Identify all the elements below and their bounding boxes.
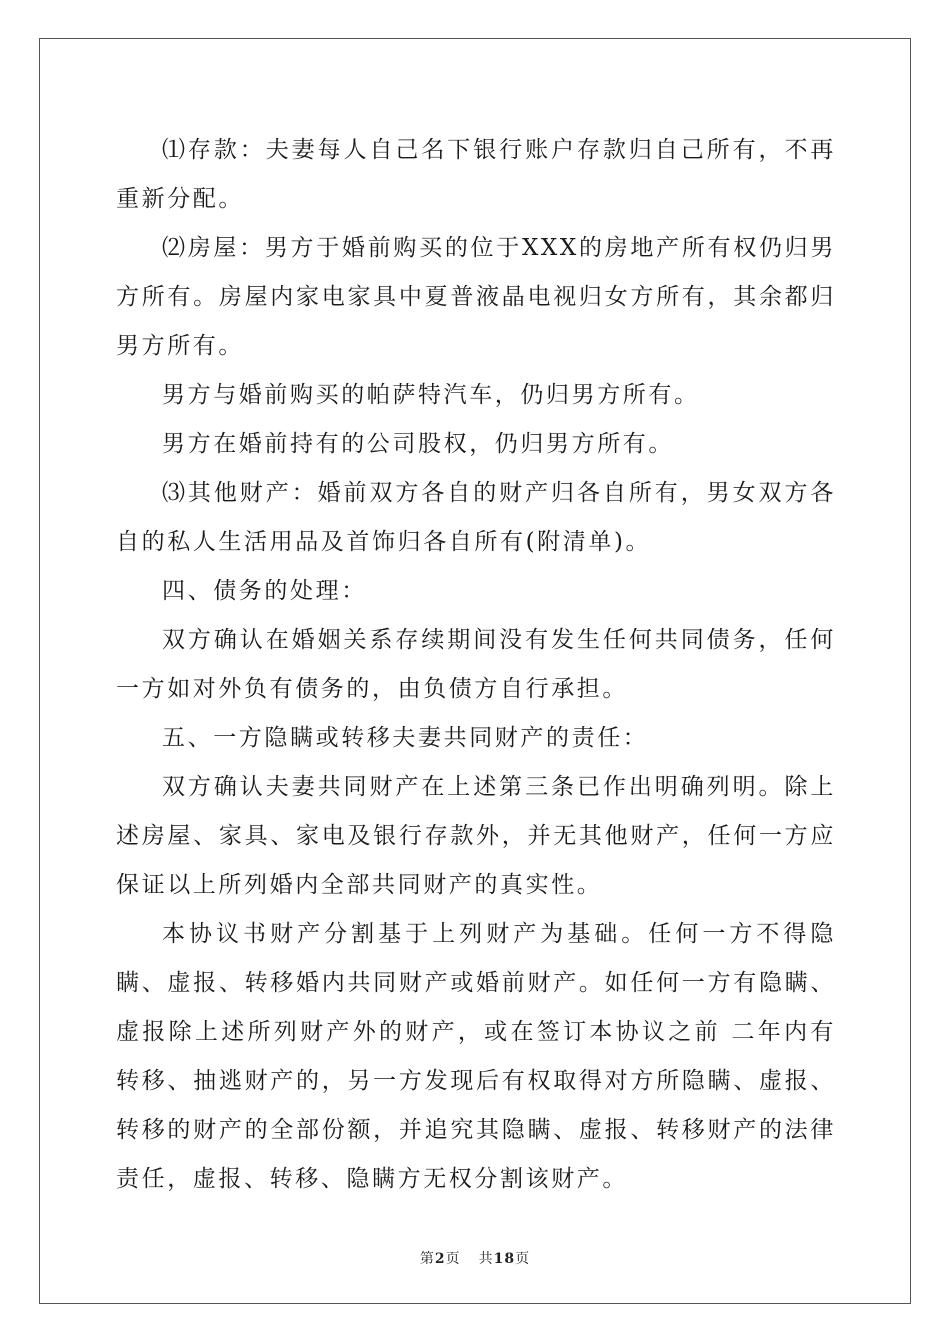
paragraph-house: ⑵房屋：男方于婚前购买的位于XXX的房地产所有权仍归男方所有。房屋内家电家具中夏普液晶电视归女方所有，其余都归男方所有。: [116, 235, 836, 359]
total-suffix: 页: [515, 1251, 531, 1267]
paragraph-joint-property: 双方确认夫妻共同财产在上述第三条已作出明确列明。除上述房屋、家具、家电及银行存款外，并无其他财产，任何一方应保证以上所列婚内全部共同财产的真实性。: [116, 774, 836, 898]
paragraph-other-property: ⑶其他财产：婚前双方各自的财产归各自所有，男女双方各自的私人生活用品及首饰归各自所有(附清单)。: [116, 480, 836, 555]
paragraph-equity: 男方在婚前持有的公司股权，仍归男方所有。: [162, 431, 674, 457]
page-suffix: 页: [445, 1251, 461, 1267]
section-heading-concealment: 五、一方隐瞒或转移夫妻共同财产的责任：: [162, 725, 649, 751]
document-body: [116, 126, 836, 1204]
paragraph-car: 男方与婚前购买的帕萨特汽车，仍归男方所有。: [162, 382, 700, 408]
page-number: 2: [434, 1251, 446, 1267]
paragraph-deposits: ⑴存款：夫妻每人自己名下银行账户存款归自己所有，不再重新分配。: [116, 137, 836, 212]
page-footer: [0, 1248, 950, 1268]
total-prefix: 共: [478, 1251, 494, 1267]
section-heading-debts: 四、债务的处理：: [162, 578, 367, 604]
paragraph-debts: 双方确认在婚姻关系存续期间没有发生任何共同债务，任何一方如对外负有债务的，由负债方自行承担。: [116, 627, 836, 702]
total-pages: 18: [493, 1251, 516, 1267]
paragraph-division-basis: 本协议书财产分割基于上列财产为基础。任何一方不得隐瞒、虚报、转移婚内共同财产或婚前财产。如任何一方有隐瞒、虚报除上述所列财产外的财产，或在签订本协议之前 二年内有转移、抽逃财产的，另一方发现后有权取得对方所隐瞒、虚报、转移的财产的全部份额，并追究其隐瞒、虚报、转移财产的法律责任，虚报、转移、隐瞒方无权分割该财产。: [116, 921, 836, 1192]
page-prefix: 第: [419, 1251, 435, 1267]
